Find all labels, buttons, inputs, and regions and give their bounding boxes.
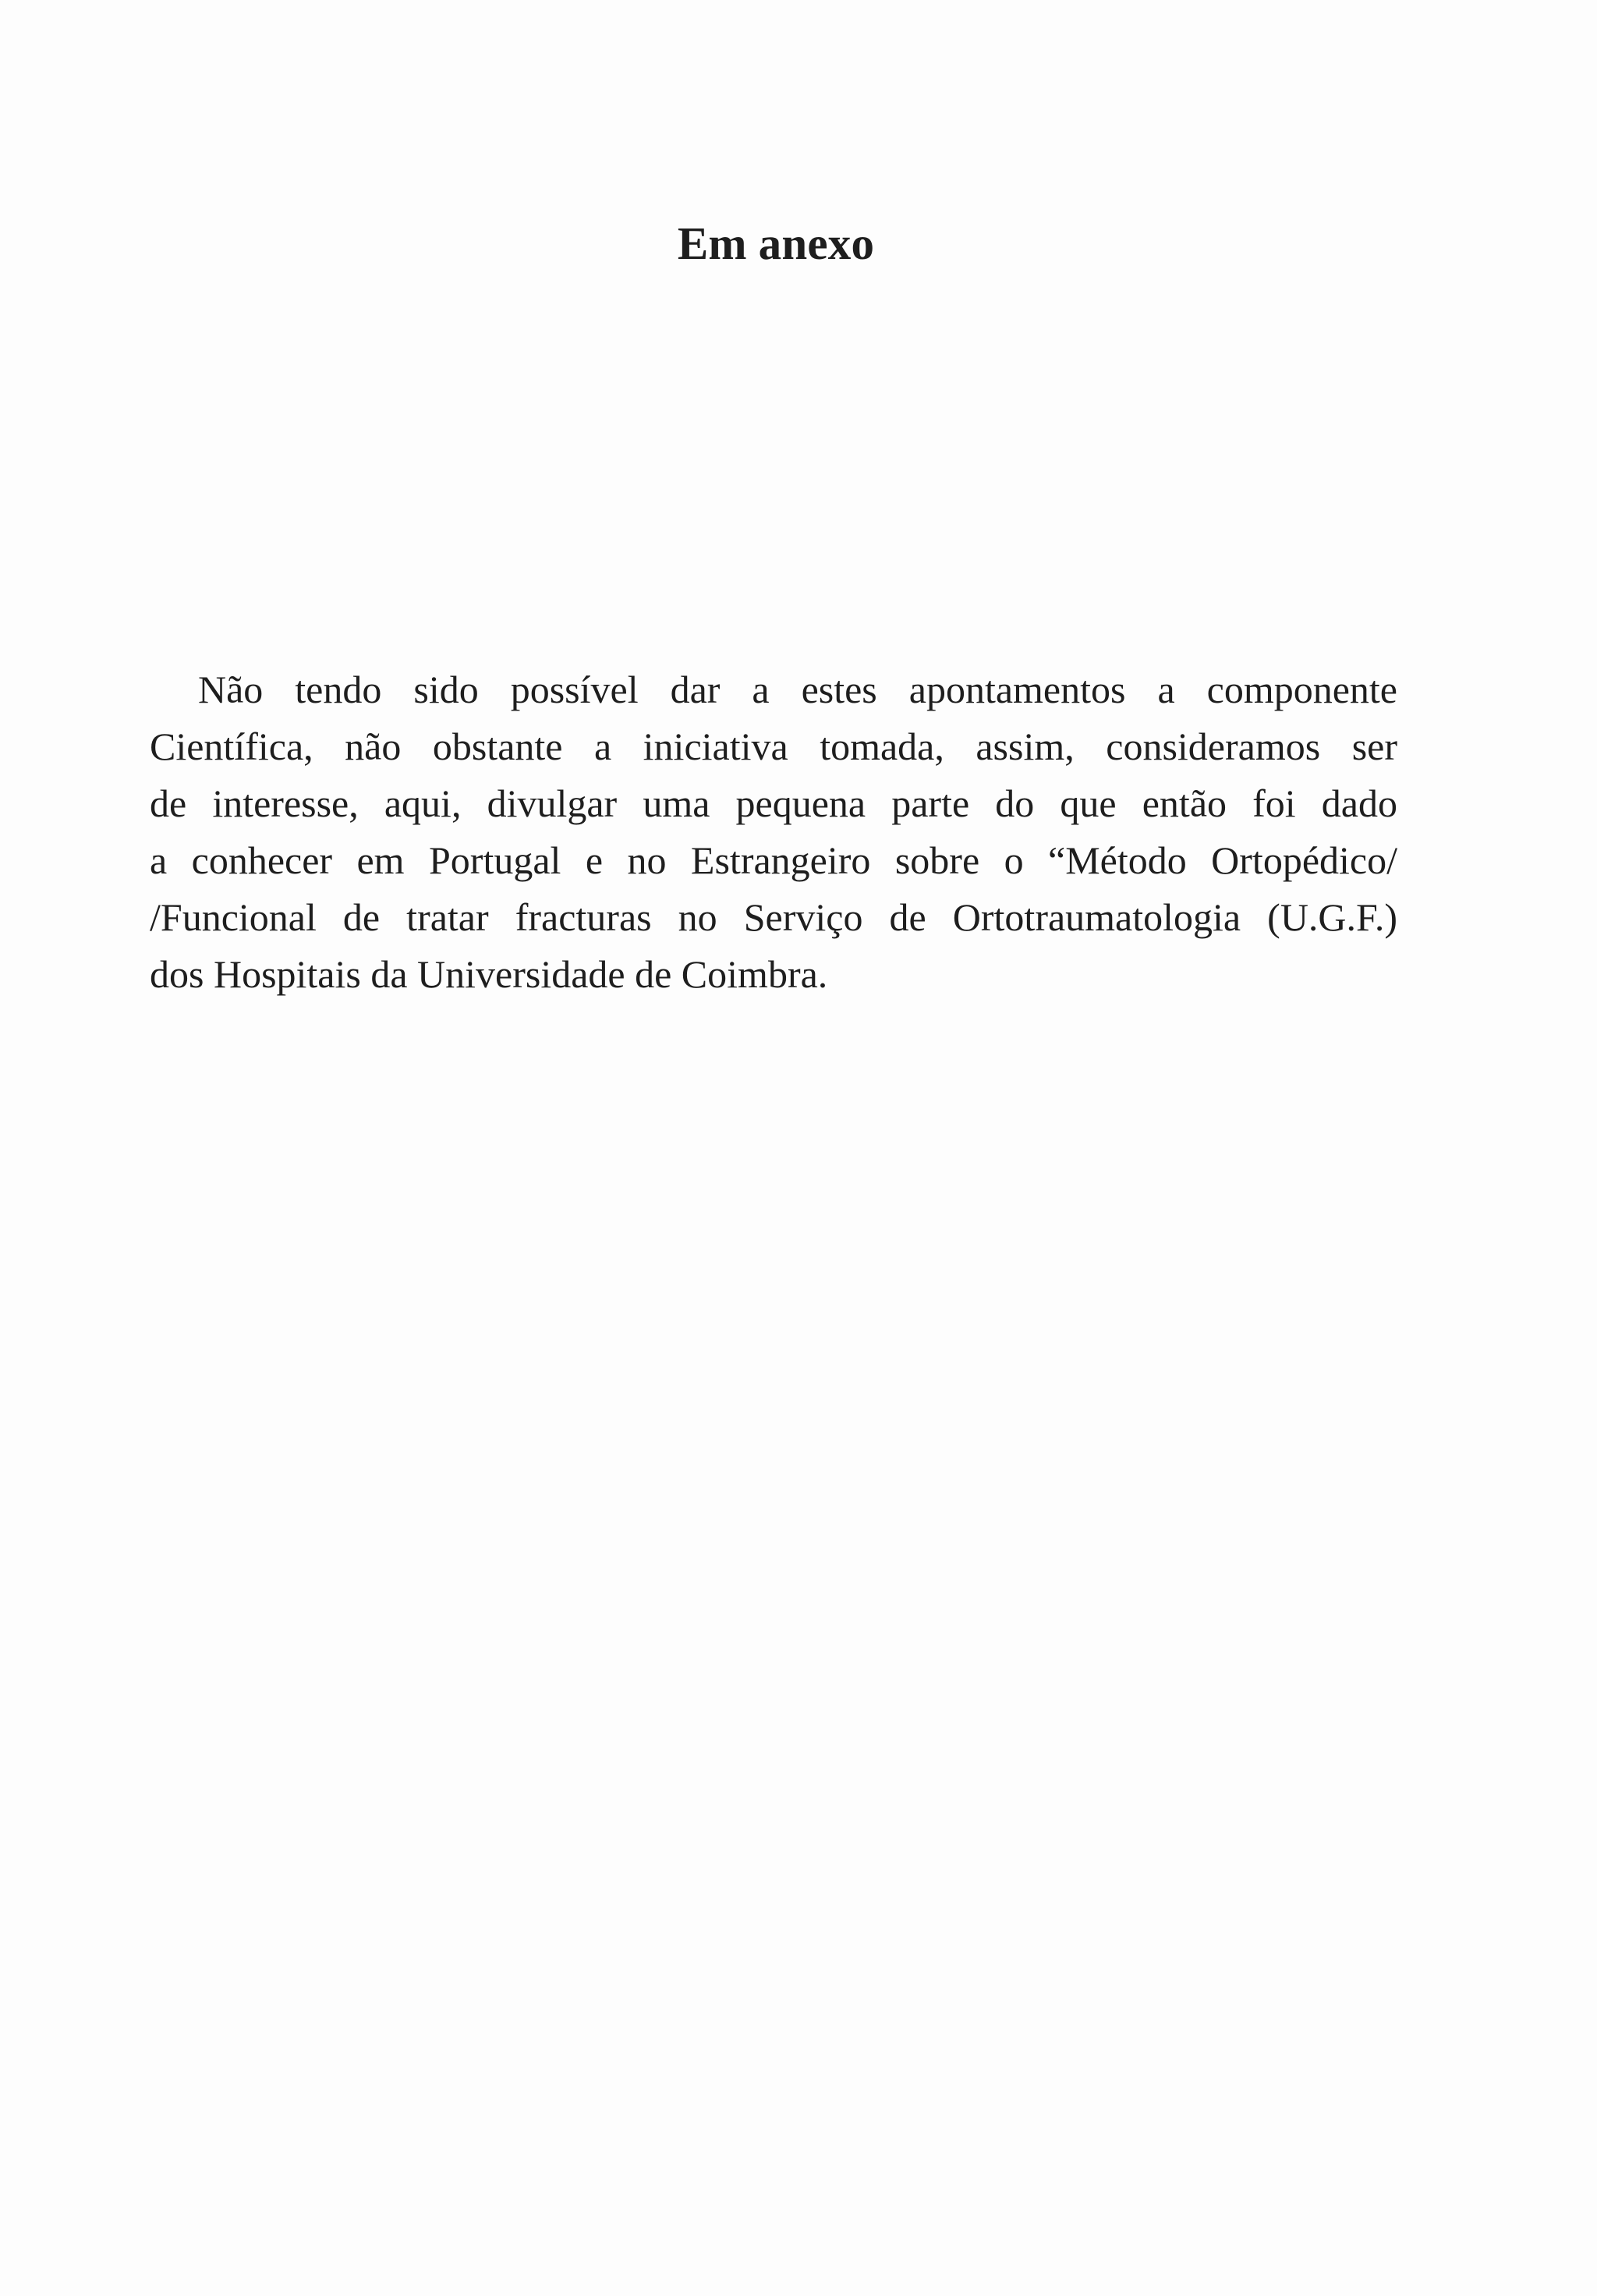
paragraph-line: /Funcional de tratar fracturas no Serviço de Ortotraumatologia (U.G.F.) [150, 895, 1397, 939]
body-paragraph [150, 661, 1397, 1003]
paragraph-line: Não tendo sido possível dar a estes apontamentos a componente [198, 668, 1397, 711]
paragraph-line: de interesse, aqui, divulgar uma pequena parte do que então foi dado [150, 781, 1397, 825]
paragraph-line: Científica, não obstante a iniciativa tomada, assim, consideramos ser [150, 725, 1397, 768]
paragraph-line: a conhecer em Portugal e no Estrangeiro sobre o “Método Ortopédico/ [150, 838, 1397, 882]
page-title: Em anexo [677, 218, 875, 269]
paragraph-line: dos Hospitais da Universidade de Coimbra. [150, 952, 828, 996]
